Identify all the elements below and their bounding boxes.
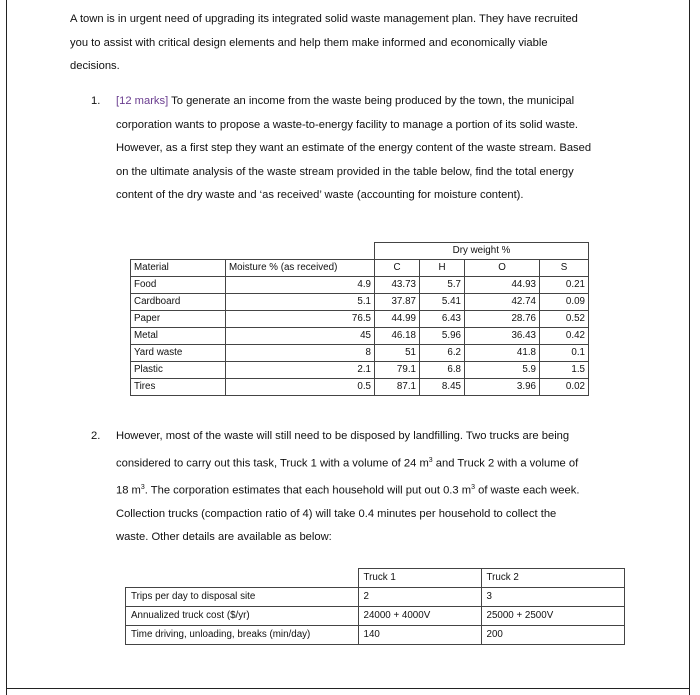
ultimate-analysis-table xyxy=(130,242,589,396)
question-1 xyxy=(91,90,651,208)
value-cell: 46.18 xyxy=(375,328,420,345)
value-cell: 37.87 xyxy=(375,294,420,311)
question-line: [12 marks] To generate an income from the waste being produced by the town, the municipal xyxy=(116,95,575,107)
value-cell: 44.99 xyxy=(375,311,420,328)
value-cell: 5.9 xyxy=(465,362,540,379)
dry-weight-header: Dry weight % xyxy=(375,243,589,260)
question-line: Collection trucks (compaction ratio of 4) will take 0.4 minutes per household to collect the xyxy=(116,507,557,520)
value-cell: 3.96 xyxy=(465,379,540,396)
value-cell: 25000 + 2500V xyxy=(481,607,624,626)
value-cell: 24000 + 4000V xyxy=(358,607,481,626)
value-cell: 42.74 xyxy=(465,294,540,311)
value-cell: 41.8 xyxy=(465,345,540,362)
value-cell: 43.73 xyxy=(375,277,420,294)
question-2 xyxy=(91,425,631,550)
question-line: considered to carry out this task, Truck 1 with a volume of 24 $m^3$ and Truck 2 with a volume of xyxy=(116,456,579,470)
intro-line: A town is in urgent need of upgrading its integrated solid waste management plan. They have recruited xyxy=(70,13,578,25)
intro-line: decisions. xyxy=(70,60,120,72)
table-header-row xyxy=(131,260,589,277)
table-row xyxy=(126,588,625,607)
table-row xyxy=(131,345,589,362)
column-header: S xyxy=(540,260,589,277)
table-row xyxy=(131,277,589,294)
marks-label: [12 marks] xyxy=(116,95,169,107)
question-line: 18 $m^3$. The corporation estimates that each household will put out 0.3 $m^3$ of waste each week. xyxy=(116,483,580,497)
column-header: O xyxy=(465,260,540,277)
material-cell: Food xyxy=(131,277,226,294)
column-header: H xyxy=(420,260,465,277)
value-cell: 3 xyxy=(481,588,624,607)
value-cell: 0.09 xyxy=(540,294,589,311)
value-cell: 44.93 xyxy=(465,277,540,294)
value-cell: 6.43 xyxy=(420,311,465,328)
value-cell: 5.7 xyxy=(420,277,465,294)
value-cell: 87.1 xyxy=(375,379,420,396)
question-number: 2. xyxy=(91,430,101,442)
row-label-cell: Time driving, unloading, breaks (min/day) xyxy=(126,626,359,645)
value-cell: 8 xyxy=(226,345,375,362)
value-cell: 0.1 xyxy=(540,345,589,362)
value-cell: 2.1 xyxy=(226,362,375,379)
intro-paragraph xyxy=(70,8,660,79)
column-header: Material xyxy=(131,260,226,277)
value-cell: 0.42 xyxy=(540,328,589,345)
value-cell: 6.2 xyxy=(420,345,465,362)
table-row xyxy=(131,362,589,379)
material-cell: Tires xyxy=(131,379,226,396)
value-cell: 5.41 xyxy=(420,294,465,311)
page-border-bottom xyxy=(6,688,690,689)
value-cell: 36.43 xyxy=(465,328,540,345)
table-row xyxy=(131,294,589,311)
value-cell: 8.45 xyxy=(420,379,465,396)
question-number: 1. xyxy=(91,95,101,107)
question-line: However, as a first step they want an estimate of the energy content of the waste stream. Based xyxy=(116,142,592,154)
truck-2-header: Truck 2 xyxy=(481,569,624,588)
value-cell: 0.5 xyxy=(226,379,375,396)
value-cell: 1.5 xyxy=(540,362,589,379)
table-group-header-row xyxy=(131,243,589,260)
material-cell: Yard waste xyxy=(131,345,226,362)
value-cell: 0.52 xyxy=(540,311,589,328)
value-cell: 4.9 xyxy=(226,277,375,294)
value-cell: 200 xyxy=(481,626,624,645)
question-line: on the ultimate analysis of the waste stream provided in the table below, find the total energy xyxy=(116,165,574,178)
value-cell: 51 xyxy=(375,345,420,362)
material-cell: Paper xyxy=(131,311,226,328)
value-cell: 45 xyxy=(226,328,375,345)
truck-comparison-table xyxy=(125,568,625,645)
intro-line: you to assist with critical design elements and help them make informed and economically viable xyxy=(70,36,548,49)
page-border-right xyxy=(689,0,690,695)
table-row xyxy=(131,379,589,396)
table-row xyxy=(126,607,625,626)
value-cell: 0.21 xyxy=(540,277,589,294)
material-cell: Cardboard xyxy=(131,294,226,311)
question-line: However, most of the waste will still need to be disposed by landfilling. Two trucks are being xyxy=(116,430,570,442)
page-border-left xyxy=(6,0,7,695)
table-row xyxy=(126,626,625,645)
truck-1-header: Truck 1 xyxy=(358,569,481,588)
column-header: C xyxy=(375,260,420,277)
row-label-cell: Annualized truck cost ($/yr) xyxy=(126,607,359,626)
value-cell: 6.8 xyxy=(420,362,465,379)
value-cell: 2 xyxy=(358,588,481,607)
material-cell: Plastic xyxy=(131,362,226,379)
value-cell: 5.96 xyxy=(420,328,465,345)
question-line: waste. Other details are available as below: xyxy=(116,531,332,544)
value-cell: 5.1 xyxy=(226,294,375,311)
row-label-cell: Trips per day to disposal site xyxy=(126,588,359,607)
value-cell: 76.5 xyxy=(226,311,375,328)
value-cell: 140 xyxy=(358,626,481,645)
table-row xyxy=(131,328,589,345)
question-line: content of the dry waste and ‘as received’ waste (accounting for moisture content). xyxy=(116,189,524,201)
value-cell: 28.76 xyxy=(465,311,540,328)
column-header: Moisture % (as received) xyxy=(226,260,375,277)
table-header-row xyxy=(126,569,625,588)
question-line: corporation wants to propose a waste-to-energy facility to manage a portion of its solid waste. xyxy=(116,118,579,131)
table-row xyxy=(131,311,589,328)
value-cell: 0.02 xyxy=(540,379,589,396)
value-cell: 79.1 xyxy=(375,362,420,379)
material-cell: Metal xyxy=(131,328,226,345)
